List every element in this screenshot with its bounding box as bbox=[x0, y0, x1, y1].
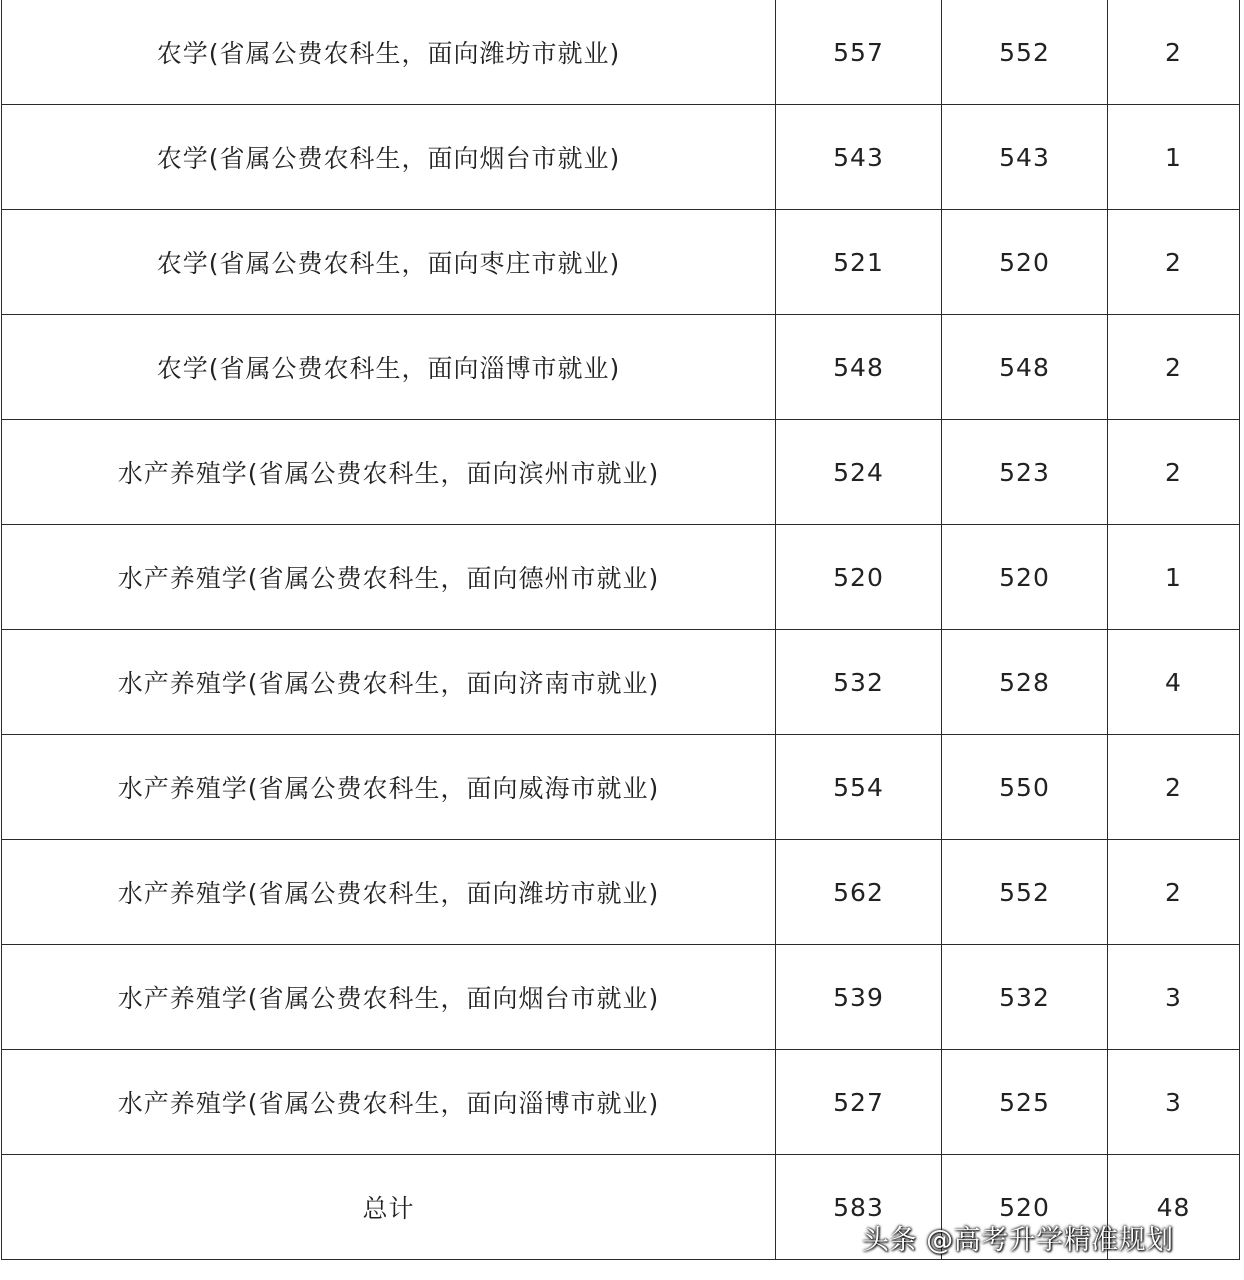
major-cell: 农学(省属公费农科生，面向淄博市就业) bbox=[2, 315, 776, 420]
count-cell: 3 bbox=[1108, 945, 1240, 1050]
major-cell: 水产养殖学(省属公费农科生，面向威海市就业) bbox=[2, 735, 776, 840]
min-score-cell: 523 bbox=[942, 420, 1108, 525]
max-score-cell: 539 bbox=[776, 945, 942, 1050]
count-cell: 2 bbox=[1108, 315, 1240, 420]
min-score-cell: 528 bbox=[942, 630, 1108, 735]
count-cell: 1 bbox=[1108, 105, 1240, 210]
count-cell: 2 bbox=[1108, 735, 1240, 840]
major-cell: 水产养殖学(省属公费农科生，面向潍坊市就业) bbox=[2, 840, 776, 945]
min-score-cell: 548 bbox=[942, 315, 1108, 420]
table-row bbox=[2, 420, 1240, 525]
count-cell: 3 bbox=[1108, 1050, 1240, 1155]
table-row bbox=[2, 945, 1240, 1050]
score-table bbox=[1, 0, 1240, 1260]
major-cell: 农学(省属公费农科生，面向烟台市就业) bbox=[2, 105, 776, 210]
max-score-cell: 532 bbox=[776, 630, 942, 735]
count-cell: 2 bbox=[1108, 840, 1240, 945]
max-score-cell: 524 bbox=[776, 420, 942, 525]
min-score-cell: 550 bbox=[942, 735, 1108, 840]
max-score-cell: 562 bbox=[776, 840, 942, 945]
watermark-text: 头条 @高考升学精准规划 bbox=[862, 1225, 1174, 1256]
count-cell: 1 bbox=[1108, 525, 1240, 630]
table-row bbox=[2, 315, 1240, 420]
count-cell: 4 bbox=[1108, 630, 1240, 735]
min-score-cell: 552 bbox=[942, 0, 1108, 105]
total-count: 48 bbox=[1108, 1155, 1240, 1260]
table-row bbox=[2, 1050, 1240, 1155]
major-cell: 水产养殖学(省属公费农科生，面向德州市就业) bbox=[2, 525, 776, 630]
max-score-cell: 543 bbox=[776, 105, 942, 210]
max-score-cell: 521 bbox=[776, 210, 942, 315]
min-score-cell: 525 bbox=[942, 1050, 1108, 1155]
table-row bbox=[2, 210, 1240, 315]
count-cell: 2 bbox=[1108, 210, 1240, 315]
total-label: 总计 bbox=[2, 1155, 776, 1260]
major-cell: 水产养殖学(省属公费农科生，面向烟台市就业) bbox=[2, 945, 776, 1050]
table-row bbox=[2, 0, 1240, 105]
major-cell: 水产养殖学(省属公费农科生，面向淄博市就业) bbox=[2, 1050, 776, 1155]
min-score-cell: 552 bbox=[942, 840, 1108, 945]
major-cell: 水产养殖学(省属公费农科生，面向滨州市就业) bbox=[2, 420, 776, 525]
min-score-cell: 543 bbox=[942, 105, 1108, 210]
total-max-score: 583 bbox=[776, 1155, 942, 1260]
table-row bbox=[2, 525, 1240, 630]
major-cell: 农学(省属公费农科生，面向潍坊市就业) bbox=[2, 0, 776, 105]
max-score-cell: 527 bbox=[776, 1050, 942, 1155]
max-score-cell: 520 bbox=[776, 525, 942, 630]
major-cell: 农学(省属公费农科生，面向枣庄市就业) bbox=[2, 210, 776, 315]
min-score-cell: 520 bbox=[942, 525, 1108, 630]
max-score-cell: 548 bbox=[776, 315, 942, 420]
major-cell: 水产养殖学(省属公费农科生，面向济南市就业) bbox=[2, 630, 776, 735]
table-row bbox=[2, 630, 1240, 735]
max-score-cell: 557 bbox=[776, 0, 942, 105]
count-cell: 2 bbox=[1108, 0, 1240, 105]
table-row bbox=[2, 105, 1240, 210]
min-score-cell: 532 bbox=[942, 945, 1108, 1050]
count-cell: 2 bbox=[1108, 420, 1240, 525]
table-row bbox=[2, 735, 1240, 840]
min-score-cell: 520 bbox=[942, 210, 1108, 315]
table-row bbox=[2, 840, 1240, 945]
max-score-cell: 554 bbox=[776, 735, 942, 840]
total-min-score: 520 bbox=[942, 1155, 1108, 1260]
